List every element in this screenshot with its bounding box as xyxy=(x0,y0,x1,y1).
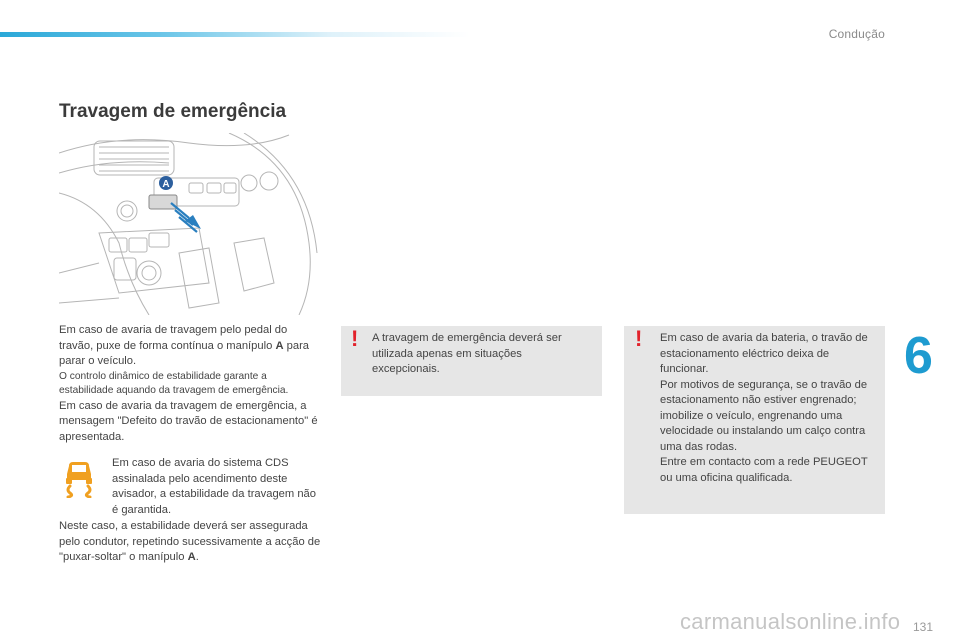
callout-a-label: A xyxy=(162,179,170,190)
paragraph-stability: O controlo dinâmico de estabilidade garante a estabilidade aquando da travagem de emergência. xyxy=(59,370,289,396)
warning-box-battery xyxy=(624,326,885,514)
paragraph-pull-lever xyxy=(59,323,321,370)
chapter-number: 6 xyxy=(904,327,933,385)
lever-a xyxy=(149,195,177,209)
warning-line: Por motivos de segurança, se o travão de estacionamento não estiver engrenado; imobilize o veículo, engrenando uma velocidade ou instalando um calço contra uma das rodas. xyxy=(660,378,868,453)
paragraph-driver-stability xyxy=(59,519,321,566)
lever-reference: A xyxy=(275,339,284,352)
warning-box-emergency xyxy=(341,326,602,396)
warning-exclamation-icon: ! xyxy=(635,326,643,351)
left-column-upper xyxy=(59,323,321,445)
warning-line: Entre em contacto com a rede PEUGEOT ou uma oficina qualificada. xyxy=(660,456,868,484)
cds-warning-icon xyxy=(62,460,96,498)
console-illustration xyxy=(59,133,319,315)
page-title: Travagem de emergência xyxy=(59,101,287,122)
warning-exclamation-icon: ! xyxy=(351,326,359,351)
lever-reference: A xyxy=(187,551,196,563)
watermark: carmanualsonline.info xyxy=(680,609,901,634)
paragraph-text: Em caso de avaria de travagem pelo pedal do travão, puxe de forma contínua o manípulo xyxy=(59,324,288,352)
warning-line: Em caso de avaria da bateria, o travão de estacionamento eléctrico deixa de funcionar. xyxy=(660,332,868,375)
cds-warning-text: Em caso de avaria do sistema CDS assinalada pelo acendimento deste avisador, a estabilidade da travagem não é garantida. xyxy=(112,457,316,516)
paragraph-text: para parar o veículo. xyxy=(59,339,310,367)
page-number: 131 xyxy=(913,620,934,634)
section-header: Condução xyxy=(828,27,885,41)
paragraph-text: Neste caso, a estabilidade deverá ser assegurada pelo condutor, repetindo sucessivamente a acção de "puxar-soltar" o manípulo xyxy=(59,520,321,563)
warning-text xyxy=(660,331,875,486)
paragraph-text: . xyxy=(195,551,199,563)
paragraph-failure-message: Em caso de avaria da travagem de emergência, a mensagem "Defeito do travão de estacionamento" é apresentada. xyxy=(59,399,318,443)
header-accent-bar xyxy=(0,32,470,37)
warning-text: A travagem de emergência deverá ser utilizada apenas em situações excepcionais. xyxy=(372,332,562,375)
